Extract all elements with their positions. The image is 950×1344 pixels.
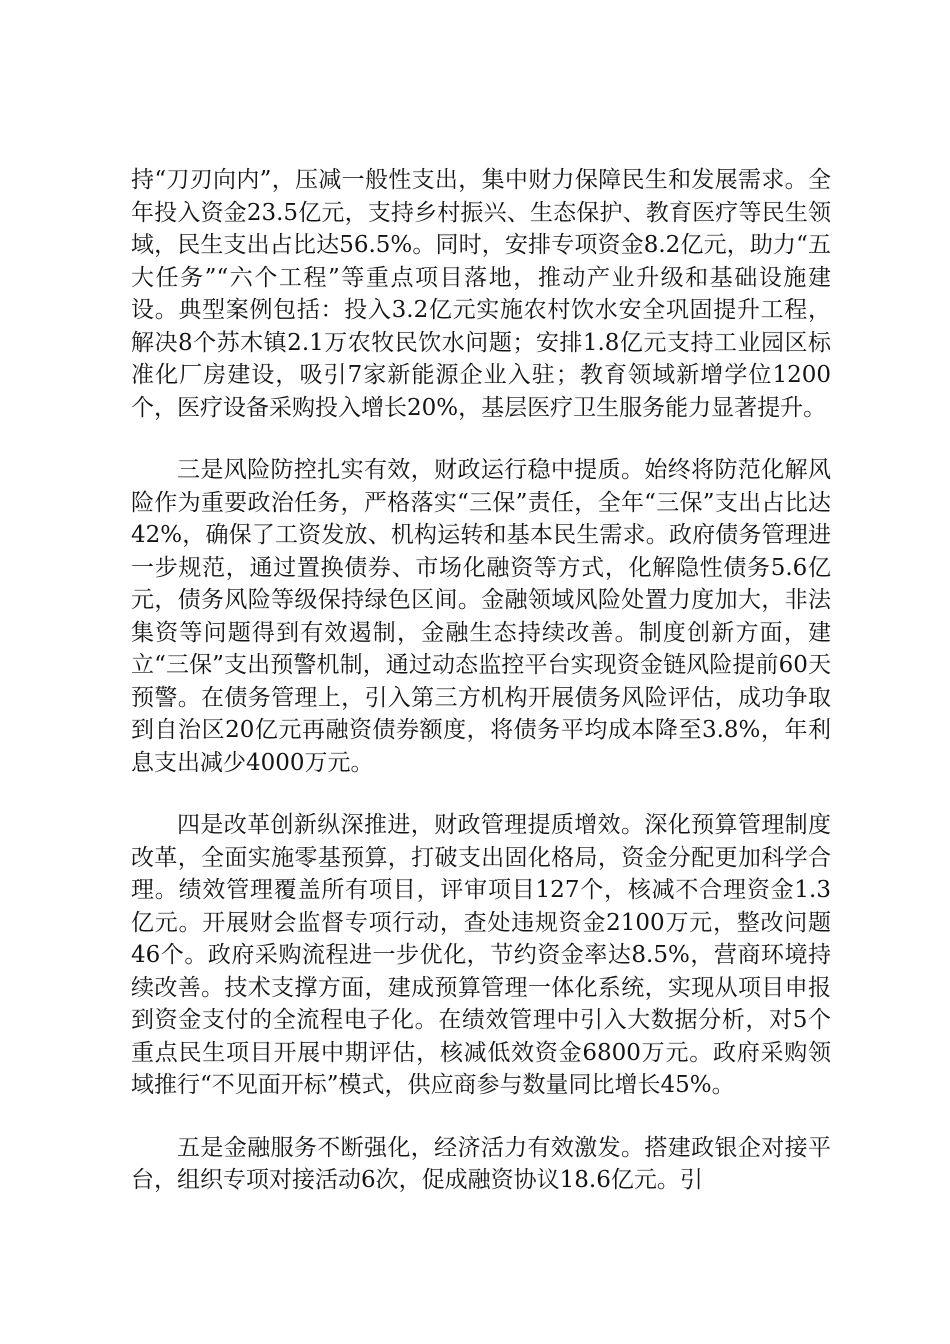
paragraph-financial-services: 五是金融服务不断强化，经济活力有效激发。搭建政银企对接平台，组织专项对接活动6次，促成融资协议18.6亿元。引	[131, 1134, 831, 1193]
document-body	[131, 164, 831, 1197]
paragraph-reform-innovation: 四是改革创新纵深推进，财政管理提质增效。深化预算管理制度改革，全面实施零基预算，打破支出固化格局，资金分配更加科学合理。绩效管理覆盖所有项目，评审项目127个，核减不合理资金1.3亿元。开展财会监督专项行动，查处违规资金2100万元，整改问题46个。政府采购流程进一步优化，节约资金率达8.5%，营商环境持续改善。技术支撑方面，建成预算管理一体化系统，实现从项目申报到资金支付的全流程电子化。在绩效管理中引入大数据分析，对5个重点民生项目开展中期评估，核减低效资金6800万元。政府采购领域推行“不见面开标”模式，供应商参与数量同比增长45%。	[131, 812, 831, 1098]
paragraph-risk-control: 三是风险防控扎实有效，财政运行稳中提质。始终将防范化解风险作为重要政治任务，严格落实“三保”责任，全年“三保”支出占比达42%，确保了工资发放、机构运转和基本民生需求。政府债务管理进一步规范，通过置换债券、市场化融资等方式，化解隐性债务5.6亿元，债务风险等级保持绿色区间。金融领域风险处置力度加大，非法集资等问题得到有效遏制，金融生态持续改善。制度创新方面，建立“三保”支出预警机制，通过动态监控平台实现资金链风险提前60天预警。在债务管理上，引入第三方机构开展债务风险评估，成功争取到自治区20亿元再融资债券额度，将债务平均成本降至3.8%，年利息支出减少4000万元。	[131, 457, 831, 776]
paragraph-livelihood-spending: 持“刀刃向内”，压减一般性支出，集中财力保障民生和发展需求。全年投入资金23.5亿元，支持乡村振兴、生态保护、教育医疗等民生领域，民生支出占比达56.5%。同时，安排专项资金8.2亿元，助力“五大任务”“六个工程”等重点项目落地，推动产业升级和基础设施建设。典型案例包括：投入3.2亿元实施农村饮水安全巩固提升工程，解决8个苏木镇2.1万农牧民饮水问题；安排1.8亿元支持工业园区标准化厂房建设，吸引7家新能源企业入驻；教育领域新增学位1200个，医疗设备采购投入增长20%，基层医疗卫生服务能力显著提升。	[131, 167, 831, 421]
